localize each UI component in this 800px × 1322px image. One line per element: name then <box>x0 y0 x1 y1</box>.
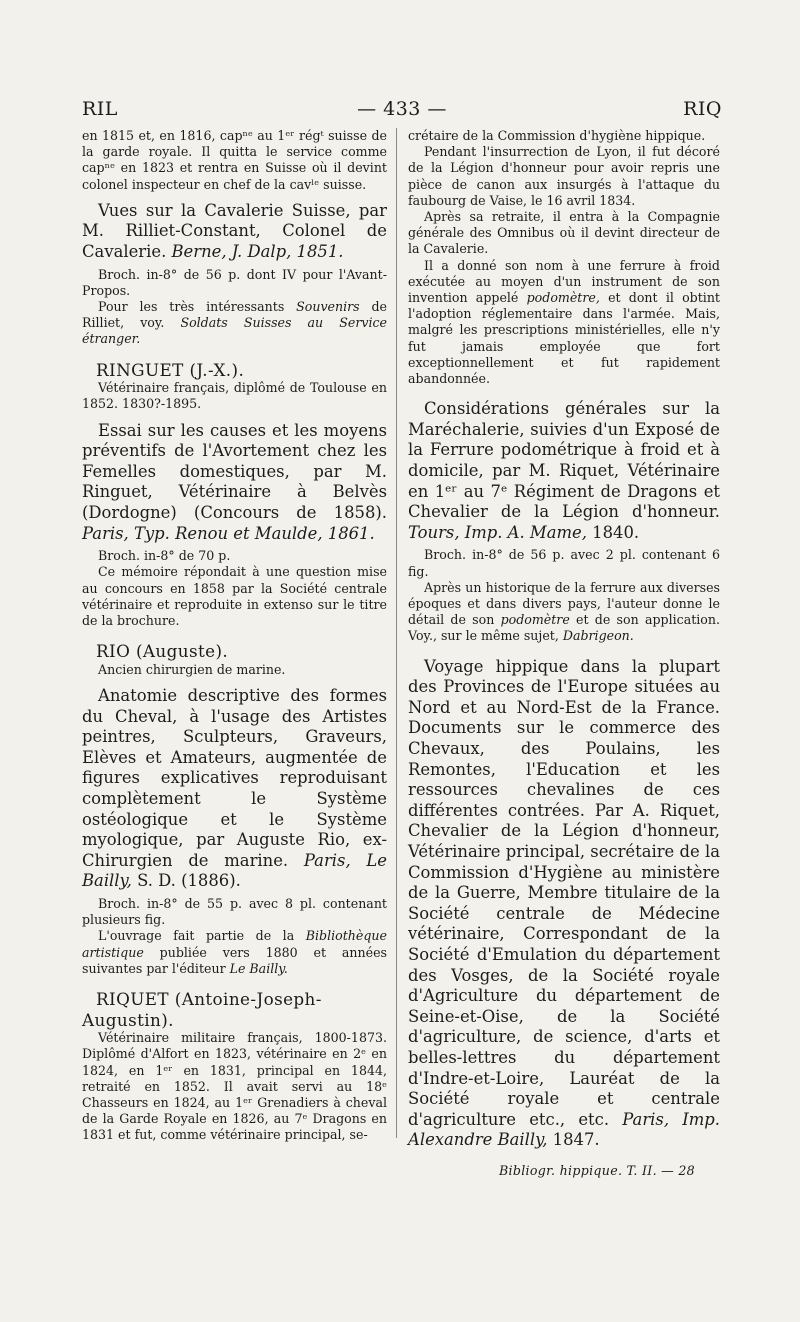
entry-title-voyage: Voyage hippique dans la plupart des Provinces de l'Europe situées au Nord et au Nord-Est de la France. Documents sur le commerce des Chevaux, des Poulains, les Remontes, l'Education et les ressources chevalines de ces différentes contrées. Par A. Riquet, Chevalier de la Légion d'honneur, Vétérinaire principal, secrétaire de la Commission d'Hygiène au ministère de la Guerre, Membre titulaire de la Société centrale de Médecine vétérinaire, Correspondant de la Société d'Emulation du département des Vosges, de la Société royale d'Agriculture du département de Seine-et-Oise, de la Société d'agriculture, de science, d'arts et belles-lettres du département d'Indre-et-Loire, Lauréat de la Société royale et centrale d'agriculture etc., etc. Paris, Imp. Alexandre Bailly, 1847. <box>408 656 720 1150</box>
continuation-text-right: crétaire de la Commission d'hygiène hippique. <box>408 128 706 143</box>
bio-paragraph-lyon: Pendant l'insurrection de Lyon, il fut décoré de la Légion d'honneur pour avoir repris une pièce de canon aux insurgés à l'attaque du faubourg de Vaise, le 16 avril 1834. <box>408 144 720 208</box>
entry-title-anatomie: Anatomie descriptive des formes du Cheval, à l'usage des Artistes peintres, Sculpteurs, Graveurs, Elèves et Amateurs, augmentée de figures explicatives reproduisant complètement le Système ostéologique et le Système myologique, par Auguste Rio, ex-Chirurgien de marine. Paris, Le Bailly, S. D. (1886). <box>82 685 387 891</box>
author-bio-ringuet: Vétérinaire français, diplômé de Toulouse en 1852. 1830?-1895. <box>82 380 387 412</box>
author-heading-rio: RIO (Auguste). <box>96 641 229 662</box>
entry-note-considerations: Après un historique de la ferrure aux diverses époques et dans divers pays, l'auteur donne le détail de son podomètre et de son application. Voy., sur le même sujet, Dabrigeon. <box>408 579 720 644</box>
right-column <box>408 128 720 1151</box>
page-number: — 433 — <box>357 98 447 120</box>
signature-mark: Bibliogr. hippique. T. II. — 28 <box>498 1163 695 1178</box>
entry-title-considerations: Considérations générales sur la Maréchalerie, suivies d'un Exposé de la Ferrure podométrique à froid et à domicile, par M. Riquet, Vétérinaire en 1ᵉʳ au 7ᵉ Régiment de Dragons et Chevalier de la Légion d'honneur. Tours, Imp. A. Mame, 1840. <box>408 399 720 542</box>
entry-title-vues: Vues sur la Cavalerie Suisse, par M. Rilliet-Constant, Colonel de Cavalerie. Berne, J. Dalp, 1851. <box>82 200 387 261</box>
author-bio-rio: Ancien chirurgien de marine. <box>98 661 286 677</box>
running-head-right: RIQ <box>683 98 722 120</box>
column-divider <box>396 128 397 1138</box>
entry-desc-anatomie: Broch. in-8° de 55 p. avec 8 pl. contenant plusieurs fig. <box>82 895 387 928</box>
entry-note-essai: Ce mémoire répondait à une question mise au concours en 1858 par la Société centrale vétérinaire et reproduite in extenso sur le titre de la brochure. <box>82 564 387 628</box>
bio-paragraph-omnibus: Après sa retraite, il entra à la Compagnie générale des Omnibus où il devint directeur de la Cavalerie. <box>408 209 720 257</box>
entry-desc-vues: Broch. in-8° de 56 p. dont IV pour l'Avant-Propos. <box>82 266 387 298</box>
author-heading-ringuet: RINGUET (J.-X.). <box>96 359 245 380</box>
entry-note-vues: Pour les très intéressants Souvenirs de Rilliet, voy. Soldats Suisses au Service étranger. <box>82 299 387 347</box>
entry-note-anatomie: L'ouvrage fait partie de la Bibliothèque artistique publiée vers 1880 et années suivantes par l'éditeur Le Bailly. <box>82 928 387 976</box>
entry-title-essai: Essai sur les causes et les moyens préventifs de l'Avortement chez les Femelles domestiques, par M. Ringuet, Vétérinaire à Belvès (Dordogne) (Concours de 1858). Paris, Typ. Renou et Maulde, 1861. <box>82 420 387 543</box>
left-column <box>82 128 387 1144</box>
continuation-text: en 1815 et, en 1816, capⁿᵉ au 1ᵉʳ régᵗ suisse de la garde royale. Il quitta le service comme capⁿᵉ en 1823 et rentra en Suisse où il devint colonel inspecteur en chef de la cavˡᵉ suisse. <box>82 128 387 192</box>
author-bio-riquet: Vétérinaire militaire français, 1800-1873. Diplômé d'Alfort en 1823, vétérinaire en 2ᵉ en 1824, en 1ᵉʳ en 1831, principal en 1844, retraité en 1852. Il avait servi au 18ᵉ Chasseurs en 1824, au 1ᵉʳ Grenadiers à cheval de la Garde Royale en 1826, au 7ᵉ Dragons en 1831 et fut, comme vétérinaire principal, se- <box>82 1030 387 1143</box>
author-heading-riquet: RIQUET (Antoine-Joseph-Augustin). <box>82 988 322 1030</box>
entry-desc-essai: Broch. in-8° de 70 p. <box>98 548 231 564</box>
bio-paragraph-ferrure: Il a donné son nom à une ferrure à froid exécutée au moyen d'un instrument de son invention appelé podomètre, et dont il obtint l'adoption réglementaire dans l'armée. Mais, malgré les prescriptions ministérielles, elle n'y fut jamais employée que fort exceptionnellement et fut rapidement abandonnée. <box>408 257 720 387</box>
running-head-left: RIL <box>82 98 118 120</box>
running-head <box>82 98 722 126</box>
entry-desc-considerations: Broch. in-8° de 56 p. avec 2 pl. contenant 6 fig. <box>408 547 720 579</box>
